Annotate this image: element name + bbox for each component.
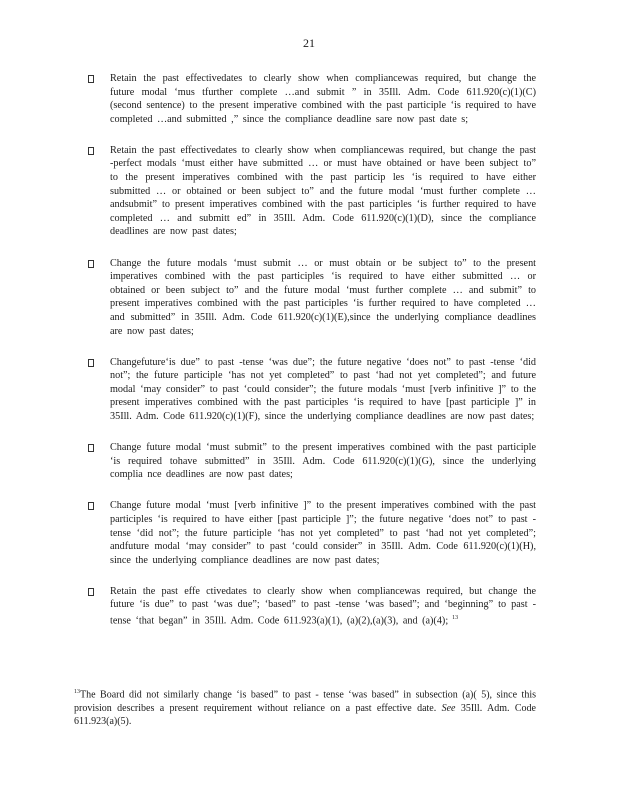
- square-bullet-icon: [88, 359, 94, 367]
- bullet-list: [88, 72, 536, 645]
- bullet-text: Change future modal ‘must [verb infinitive ]” to the present imperatives combined with the past participles ‘is required to have either [past participle ]”; the future negative ‘does not” to past -tense ‘did not”; the future participle ‘has not yet completed” to past ‘had not yet completed”; andfuture modal ‘may consider” to past ‘could consider” in 35Ill. Adm. Code 611.920(c)(1)(H), since the underlying compliance deadlines are now past dates;: [110, 500, 536, 566]
- footnote-number: 13: [74, 689, 80, 695]
- square-bullet-icon: [88, 147, 94, 155]
- bullet-item: [88, 441, 536, 482]
- bullet-text-body: Retain the past effe ctivedates to clearly show when compliancewas required, but change the future ‘is due” to past ‘was due”; ‘based” to past -tense ‘was based”; and ‘beginning” to past -tense ‘that began” in 35Ill. Adm. Code 611.923(a)(1), (a)(2),(a)(3), and (a)(4);: [110, 585, 536, 627]
- bullet-item: [88, 144, 536, 239]
- footnote-text: The Board did not similarly change ‘is based” to past - tense ‘was based” in subsection (a)( 5), since this provision describes a present requirement without reliance on a past effective date.: [74, 689, 536, 714]
- bullet-item: [88, 585, 536, 628]
- bullet-item: [88, 356, 536, 424]
- square-bullet-icon: [88, 502, 94, 510]
- square-bullet-icon: [88, 260, 94, 268]
- bullet-text: Changefuture‘is due” to past -tense ‘was due”; the future negative ‘does not” to past -tense ‘did not”; the future participle ‘has not yet completed” to past ‘had not yet completed”; and future modal ‘may consider” to past ‘could consider”; the future modals ‘must [verb infinitive ]” to the present imperatives combined with the past participles ‘is required to have [past participle ]” in 35Ill. Adm. Code 611.920(c)(1)(F), since the underlying compliance deadlines are now past dates;: [110, 356, 536, 422]
- bullet-text: Retain the past effectivedates to clearly show when compliancewas required, but change the future modal ‘mus tfurther complete …and submit ” in 35Ill. Adm. Code 611.920(c)(1)(C) (second sentence) to the present imperative combined with the past participle ‘is required to have completed …and submitted ,” since the compliance deadline sare now past date s;: [110, 73, 536, 125]
- square-bullet-icon: [88, 75, 94, 83]
- footnote-signal: See: [441, 702, 456, 714]
- square-bullet-icon: [88, 444, 94, 452]
- bullet-item: [88, 72, 536, 126]
- page-number: 21: [303, 36, 315, 50]
- footnote: [74, 686, 536, 729]
- bullet-item: [88, 257, 536, 339]
- bullet-text: [110, 585, 536, 628]
- bullet-text: Change future modal ‘must submit” to the present imperatives combined with the past participle ‘is required tohave submitted” in 35Ill. Adm. Code 611.920(c)(1)(G), since the underlying complia nce deadlines are now past dates;: [110, 442, 536, 481]
- bullet-text: Change the future modals ‘must submit … or must obtain or be subject to” to the present imperatives combined with the past participles ‘is required to have either submitted … or obtained or been subject to” and the future modal ‘must further complete … and submit” to present imperatives combined with the past participles ‘is further required to have completed …and submitted” in 35Ill. Adm. Code 611.920(c)(1)(E),since the underlying compliance deadlines are now past dates;: [110, 257, 536, 337]
- bullet-item: [88, 499, 536, 567]
- square-bullet-icon: [88, 588, 94, 596]
- footnote-reference: 13: [452, 615, 459, 621]
- footnote-citation: 35Ill. Adm. Code 611.923(a)(5).: [74, 702, 536, 728]
- bullet-text: Retain the past effectivedates to clearly show when compliancewas required, but change the past -perfect modals ‘must either have submitted … or must have obtained or have been subject to” to the present imperatives combined with the past particip les ‘is required to have either submitted … or obtained or been subject to” and the future modal ‘must further complete … andsubmit” to present imperatives combined with the past participles ‘is further required to have completed … and submitt ed” in 35Ill. Adm. Code 611.920(c)(1)(D), since the compliance deadlines are now past dates;: [110, 144, 536, 238]
